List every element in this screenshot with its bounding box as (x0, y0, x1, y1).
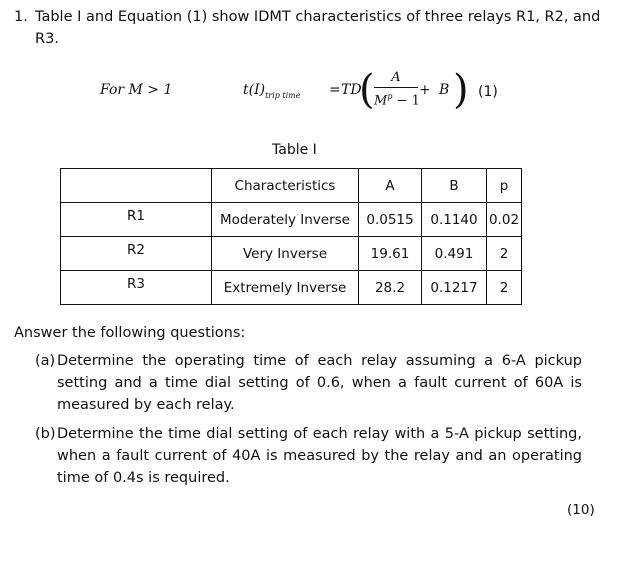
left-paren: ( (359, 67, 375, 113)
part-b-text: Determine the time dial setting of each relay with a 5-A pickup setting, when a fault current of 40A is measured by the relay and an operating time of 0.4s is required. (57, 426, 582, 486)
p-value-cell: 0.02 (487, 203, 522, 237)
marks-label: (10) (567, 502, 595, 518)
header-cell-characteristics: Characteristics (212, 169, 359, 203)
equation-lhs-symbol: t(I) (243, 82, 266, 98)
header-cell-relay (61, 169, 212, 203)
header-cell-b: B (422, 169, 487, 203)
a-value-cell: 19.61 (359, 237, 422, 271)
equation-b: B (439, 82, 450, 98)
relay-name: R1 (127, 208, 145, 224)
equation-number: (1) (478, 84, 498, 100)
a-value-cell: 28.2 (359, 271, 422, 305)
relay-characteristics-table (60, 168, 522, 305)
answer-intro: Answer the following questions: (14, 325, 246, 341)
relay-name: R3 (127, 276, 145, 292)
b-value-cell: 0.1217 (422, 271, 487, 305)
fraction-denominator-base: M (374, 93, 388, 109)
table-row (61, 271, 522, 305)
part-a-text: Determine the operating time of each relay assuming a 6-A pickup setting and a time dial setting of 0.6, when a fault current of 60A is measured by each relay. (57, 353, 582, 413)
fraction-minus-one: − 1 (392, 93, 420, 109)
question-number: 1. (14, 9, 28, 25)
header-cell-a: A (359, 169, 422, 203)
equation-plus: + (419, 82, 431, 98)
b-value-cell: 0.491 (422, 237, 487, 271)
relay-name-cell (61, 271, 212, 305)
right-paren: ) (453, 67, 469, 113)
fraction-denominator (374, 89, 418, 109)
header-cell-p: p (487, 169, 522, 203)
relay-name: R2 (127, 242, 145, 258)
fraction-numerator: A (391, 70, 401, 85)
characteristic-cell: Very Inverse (212, 237, 359, 271)
table-row (61, 203, 522, 237)
characteristic-cell: Extremely Inverse (212, 271, 359, 305)
relay-name-cell (61, 237, 212, 271)
table-header-row (61, 169, 522, 203)
b-value-cell: 0.1140 (422, 203, 487, 237)
a-value-cell: 0.0515 (359, 203, 422, 237)
part-a-label: (a) (35, 353, 56, 369)
fraction-bar (374, 87, 418, 88)
table-title: Table I (272, 142, 317, 158)
fraction-exponent: p (387, 92, 393, 101)
equation-fraction (374, 70, 418, 109)
equation-lhs (243, 82, 300, 100)
relay-name-cell (61, 203, 212, 237)
p-value-cell: 2 (487, 237, 522, 271)
part-b-label: (b) (35, 426, 56, 442)
equation-condition: For M > 1 (100, 82, 173, 98)
table-row (61, 237, 522, 271)
equation-lhs-subscript: trip time (265, 90, 301, 100)
question-text: Table I and Equation (1) show IDMT characteristics of three relays R1, R2, and R3. (35, 9, 601, 47)
equation-td: TD (341, 82, 362, 98)
characteristic-cell: Moderately Inverse (212, 203, 359, 237)
equation-equals: = (329, 82, 341, 98)
p-value-cell: 2 (487, 271, 522, 305)
